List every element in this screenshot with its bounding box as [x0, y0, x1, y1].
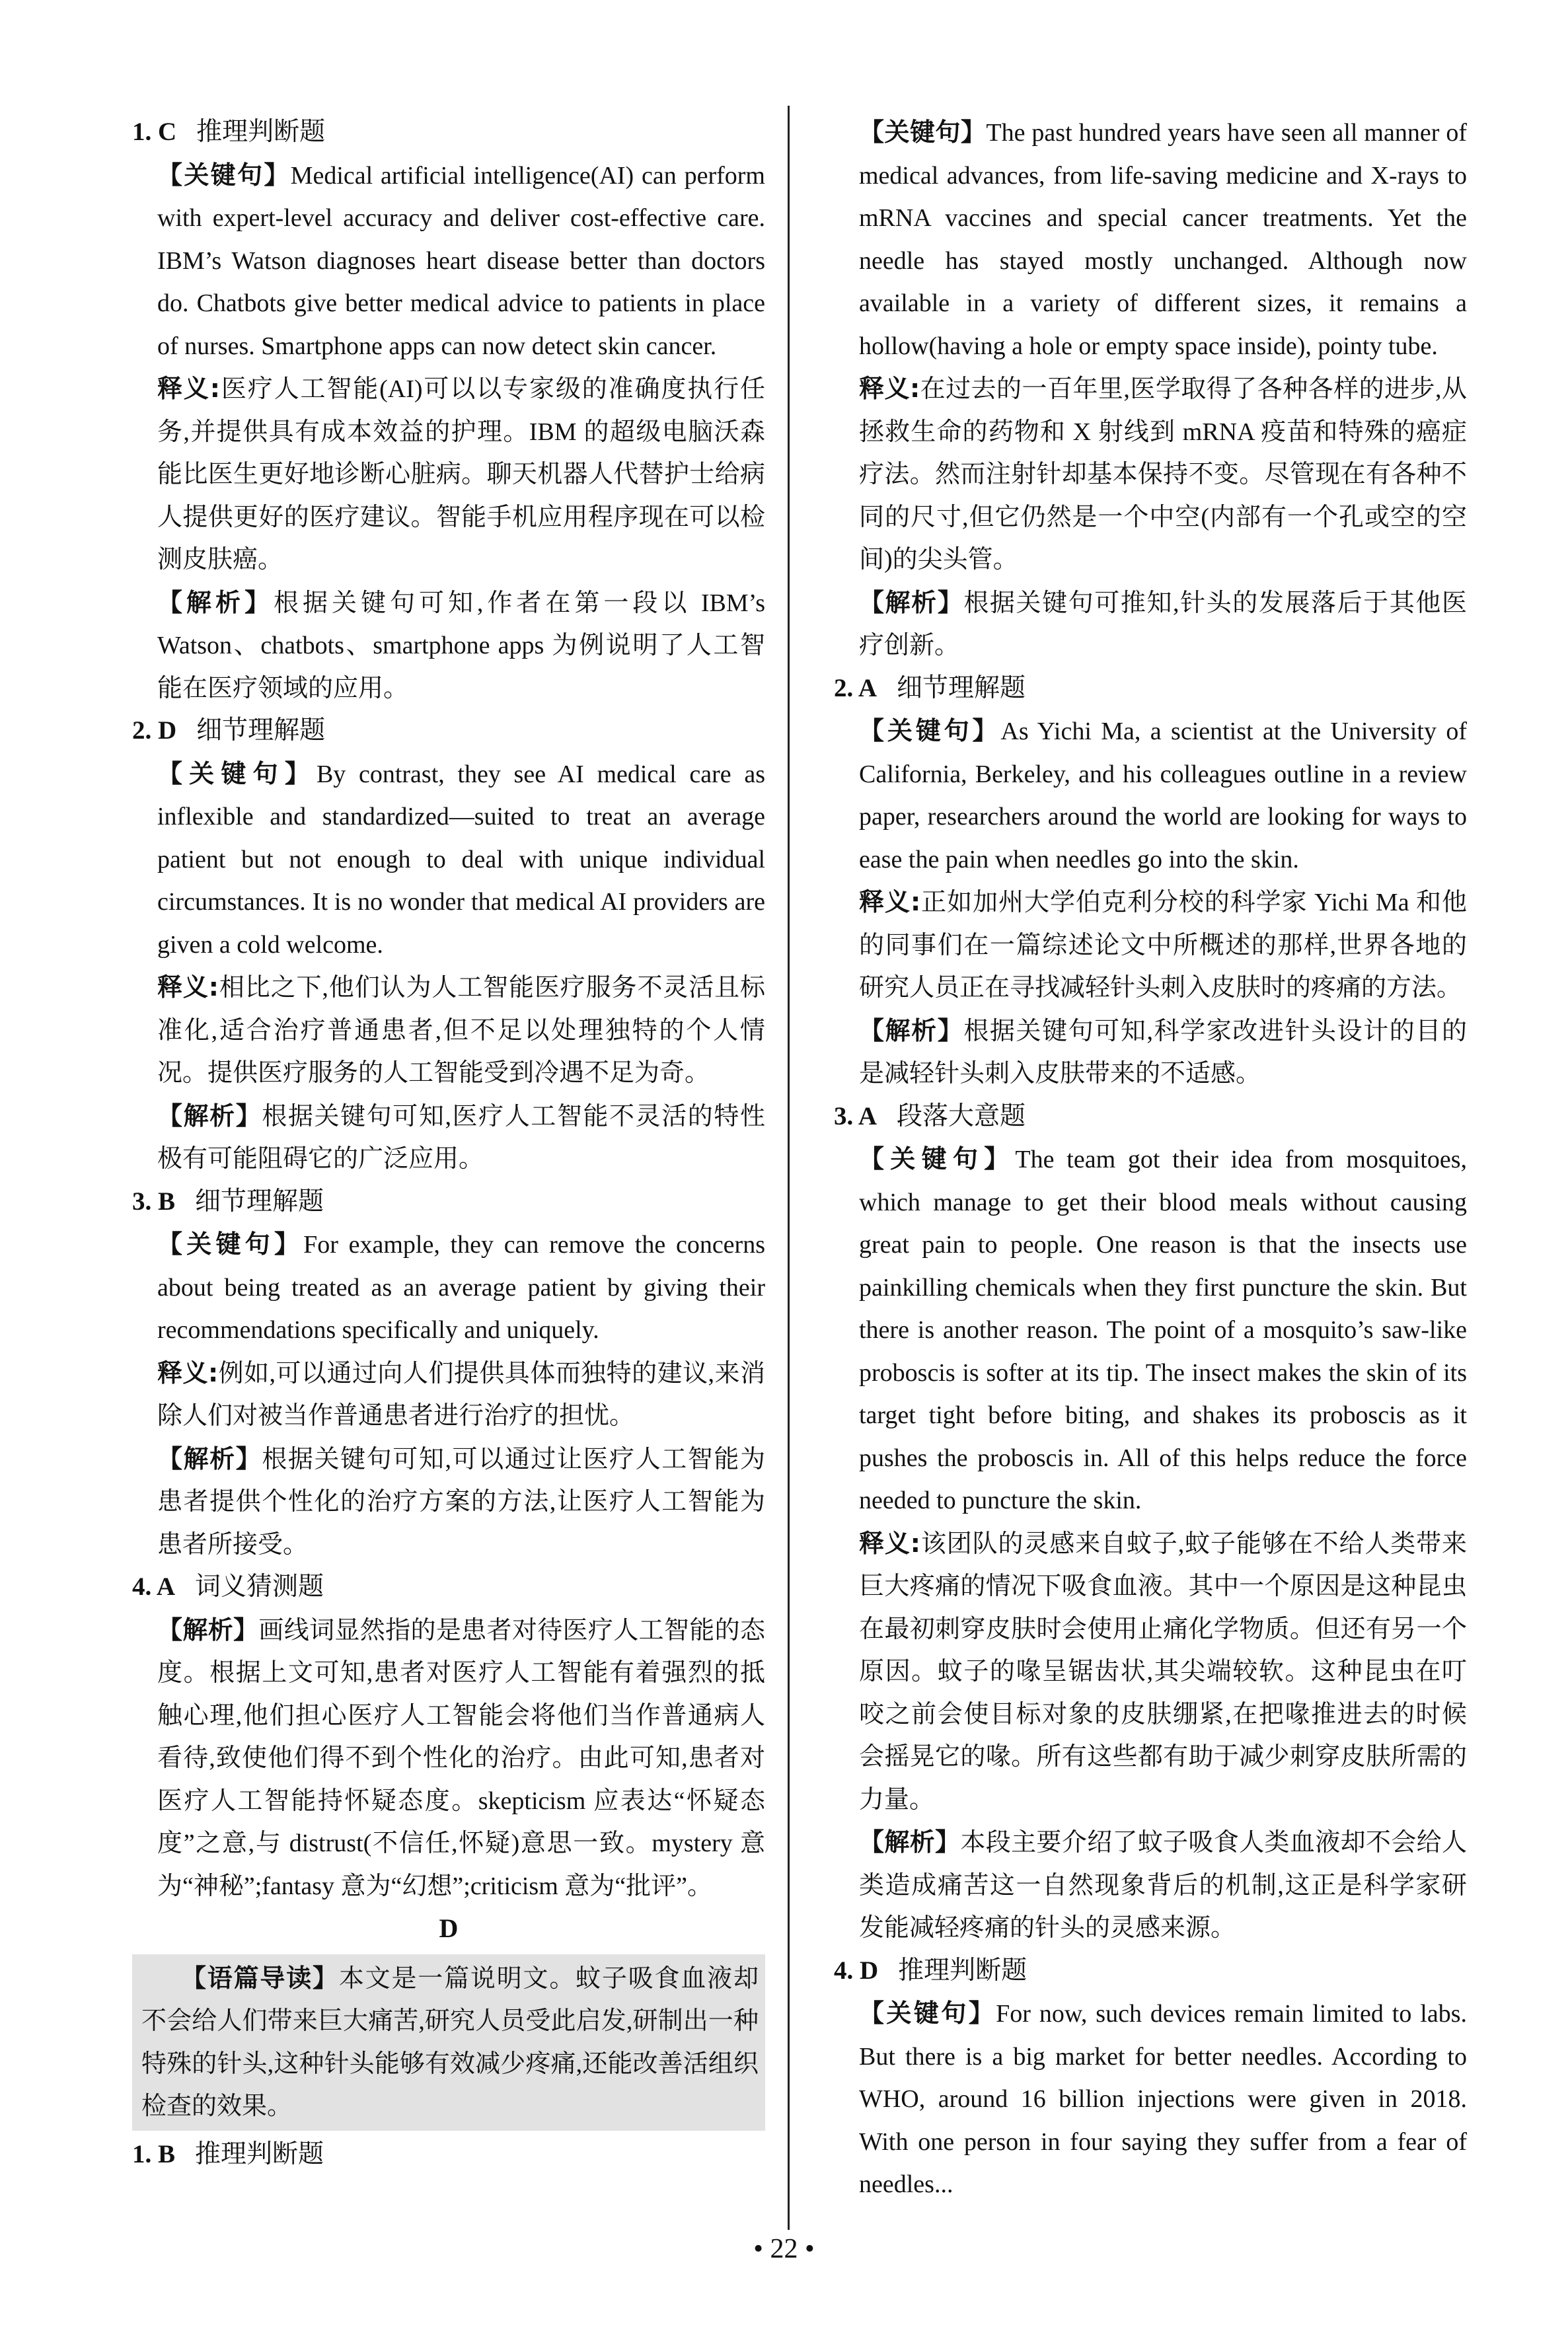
- block-text: 本段主要介绍了蚊子吸食人类血液却不会给人类造成痛苦这一自然现象背后的机制,这正是科学家研发能减轻疼痛的针头的灵感来源。: [859, 1829, 1467, 1942]
- block-text: 医疗人工智能(AI)可以以专家级的准确度执行任务,并提供具有成本效益的护理。IBM 的超级电脑沃森能比医生更好地诊断心脏病。聊天机器人代替护士给病人提供更好的医疗建议。智能手机应用程序现在可以检测皮肤癌。: [157, 375, 765, 573]
- block-text: By contrast, they see AI medical care as inflexible and standardized—suited to treat an average patient but not enough to deal with unique individual circumstances. It is no wonder that medical AI providers are given a cold welcome.: [157, 760, 765, 959]
- block-label: 【解析】: [859, 587, 964, 617]
- analysis: [132, 581, 765, 710]
- analysis: [132, 1095, 765, 1181]
- block-label: 释义:: [157, 374, 220, 403]
- translation: [834, 1522, 1467, 1822]
- block-text: 相比之下,他们认为人工智能医疗服务不灵活且标准化,适合治疗普通患者,但不足以处理独特的个人情况。提供医疗服务的人工智能受到冷遇不足为奇。: [157, 974, 765, 1087]
- translation: [132, 966, 765, 1095]
- question-answer: 4. A: [132, 1572, 176, 1601]
- section-title: D: [439, 1913, 459, 1943]
- block-label: 【关键句】: [859, 1144, 1016, 1173]
- question-heading: [834, 1095, 1467, 1138]
- block-label: 【关键句】: [859, 716, 1001, 745]
- question-type: 段落大意题: [897, 1101, 1026, 1130]
- block-text: 例如,可以通过向人们提供具体而独特的建议,来消除人们对被当作普通患者进行治疗的担忧。: [157, 1359, 765, 1430]
- key-sentence: [132, 154, 765, 368]
- question-heading: [834, 667, 1467, 710]
- block-label: 【关键句】: [157, 758, 317, 788]
- block-label: 【解析】: [157, 1444, 262, 1473]
- question-heading: [132, 1566, 765, 1609]
- question-answer: 1. B: [132, 2139, 176, 2168]
- question-answer: 3. B: [132, 1187, 176, 1216]
- block-label: 【解析】: [157, 1615, 259, 1644]
- block-text: The team got their idea from mosquitoes, which manage to get their blood meals without causing great pain to people. One reason is that the insects use painkilling chemicals when they first puncture the skin. But there is another reason. The point of a mosquito’s saw-like proboscis is softer at its tip. The insect makes the skin of its target tight before biting, and shakes its proboscis as it pushes the proboscis in. All of this helps reduce the force needed to puncture the skin.: [859, 1146, 1467, 1514]
- question-type: 细节理解题: [897, 673, 1026, 702]
- question-type: 推理判断题: [196, 118, 326, 146]
- column-divider: [788, 106, 790, 2230]
- block-label: 【关键句】: [859, 1999, 996, 2028]
- block-text: 根据关键句可知,医疗人工智能不灵活的特性极有可能阻碍它的广泛应用。: [157, 1102, 765, 1173]
- block-label: 【关键句】: [157, 160, 291, 190]
- translation: [132, 367, 765, 581]
- block-text: 根据关键句可知,作者在第一段以 IBM’s Watson、chatbots、smartphone apps 为例说明了人工智能在医疗领域的应用。: [157, 589, 765, 702]
- question-answer: 2. A: [834, 673, 877, 702]
- block-label: 【解析】: [859, 1827, 961, 1857]
- question-type: 词义猜测题: [195, 1572, 324, 1601]
- block-label: 【解析】: [157, 1101, 262, 1130]
- block-label: 【关键句】: [157, 1230, 304, 1259]
- analysis: [834, 1821, 1467, 1950]
- question-answer: 1. C: [132, 118, 177, 146]
- question-heading: [834, 1950, 1467, 1993]
- analysis: [132, 1609, 765, 1908]
- key-sentence: [834, 1138, 1467, 1522]
- block-label: 释义:: [859, 1528, 920, 1558]
- analysis: [132, 1438, 765, 1567]
- translation: [132, 1352, 765, 1438]
- question-type: 细节理解题: [195, 1187, 324, 1216]
- page-number: • 22 •: [753, 2234, 815, 2264]
- block-text: 根据关键句可推知,针头的发展落后于其他医疗创新。: [859, 589, 1467, 659]
- block-label: 释义:: [157, 973, 219, 1002]
- question-heading: [132, 2133, 765, 2176]
- block-text: The past hundred years have seen all manner of medical advances, from life-saving medicine and X-rays to mRNA vaccines and special cancer treatments. Yet the needle has stayed mostly unchanged. Although now available in a variety of different sizes, it remains a hollow(having a hole or empty space inside), pointy tube.: [859, 119, 1467, 360]
- block-label: 释义:: [157, 1358, 219, 1387]
- block-text: 根据关键句可知,科学家改进针头设计的目的是减轻针头刺入皮肤带来的不适感。: [859, 1017, 1467, 1088]
- block-text: For now, such devices remain limited to labs. But there is a big market for better needles. According to WHO, around 16 billion injections were given in 2018. With one person in four saying they suffer from a fear of needles...: [859, 2000, 1467, 2198]
- key-sentence: [132, 753, 765, 967]
- block-text: 根据关键句可知,可以通过让医疗人工智能为患者提供个性化的治疗方案的方法,让医疗人工智能为患者所接受。: [157, 1445, 765, 1559]
- block-text: Medical artificial intelligence(AI) can perform with expert-level accuracy and deliver cost-effective care. IBM’s Watson diagnoses heart disease better than doctors do. Chatbots give better medical advice to patients in place of nurses. Smartphone apps can now detect skin cancer.: [157, 161, 765, 360]
- block-text: 画线词显然指的是患者对待医疗人工智能的态度。根据上文可知,患者对医疗人工智能有着强烈的抵触心理,他们担心医疗人工智能会将他们当作普通病人看待,致使他们得不到个性化的治疗。由此可知,患者对医疗人工智能持怀疑态度。skepticism 应表达“怀疑态度”之意,与 distrust(不信任,怀疑)意思一致。mystery 意为“神秘”;fantasy 意为“幻想”;criticism 意为“批评”。: [157, 1616, 765, 1900]
- block-text: For example, they can remove the concerns about being treated as an average patient by giving their recommendations specifically and uniquely.: [157, 1231, 765, 1344]
- passage-guide: [132, 1954, 765, 2131]
- analysis: [834, 581, 1467, 667]
- left-column: [132, 111, 765, 2176]
- translation: [834, 881, 1467, 1010]
- block-text: 在过去的一百年里,医学取得了各种各样的进步,从拯救生命的药物和 X 射线到 mRNA 疫苗和特殊的癌症疗法。然而注射针却基本保持不变。尽管现在有各种不同的尺寸,但它仍然是一个中空(内部有一个孔或空的空间)的尖头管。: [859, 375, 1467, 573]
- block-label: 【解析】: [859, 1015, 964, 1045]
- analysis: [834, 1010, 1467, 1095]
- key-sentence: [834, 710, 1467, 881]
- question-answer: 2. D: [132, 716, 177, 745]
- block-text: 正如加州大学伯克利分校的科学家 Yichi Ma 和他的同事们在一篇综述论文中所概述的那样,世界各地的研究人员正在寻找减轻针头刺入皮肤时的疼痛的方法。: [859, 889, 1467, 1002]
- question-type: 推理判断题: [898, 1956, 1027, 1985]
- block-label: 【解析】: [157, 587, 274, 617]
- question-answer: 3. A: [834, 1101, 877, 1130]
- question-answer: 4. D: [834, 1956, 879, 1985]
- question-heading: [132, 710, 765, 753]
- question-type: 细节理解题: [196, 716, 326, 745]
- question-heading: [132, 111, 765, 154]
- block-text: 本文是一篇说明文。蚊子吸食血液却不会给人们带来巨大痛苦,研究人员受此启发,研制出一种特殊的针头,这种针头能够有效减少疼痛,还能改善活组织检查的效果。: [141, 1964, 759, 2120]
- question-type: 推理判断题: [195, 2139, 324, 2168]
- translation: [834, 367, 1467, 581]
- block-text: 该团队的灵感来自蚊子,蚊子能够在不给人类带来巨大疼痛的情况下吸食血液。其中一个原因是这种昆虫在最初刺穿皮肤时会使用止痛化学物质。但还有另一个原因。蚊子的喙呈锯齿状,其尖端较软。这种昆虫在叮咬之前会使目标对象的皮肤绷紧,在把喙推进去的时候会摇晃它的喙。所有这些都有助于减少刺穿皮肤所需的力量。: [859, 1530, 1467, 1814]
- block-label: 【关键句】: [859, 118, 987, 147]
- right-column: [834, 111, 1467, 2206]
- block-text: As Yichi Ma, a scientist at the University of California, Berkeley, and his colleagues outline in a review paper, researchers around the world are looking for ways to ease the pain when needles go into the skin.: [859, 718, 1467, 873]
- block-label: 释义:: [859, 374, 920, 403]
- key-sentence: [834, 1992, 1467, 2206]
- key-sentence: [132, 1223, 765, 1352]
- block-label: 释义:: [859, 887, 921, 916]
- block-label: 【语篇导读】: [181, 1963, 339, 1993]
- key-sentence: [834, 111, 1467, 367]
- question-heading: [132, 1181, 765, 1224]
